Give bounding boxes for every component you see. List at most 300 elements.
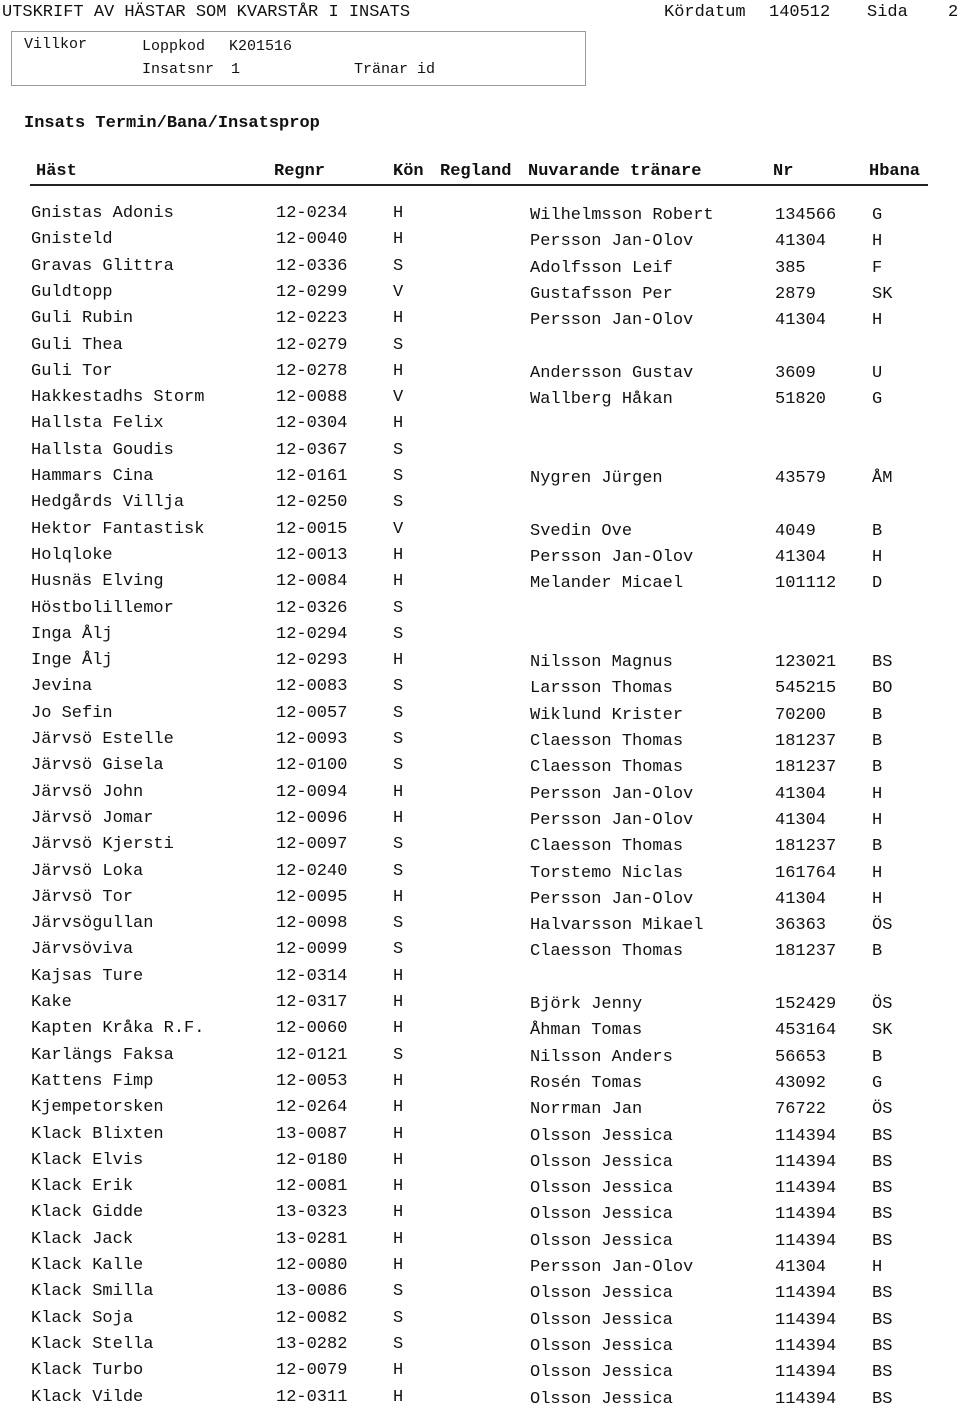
table-row [0, 757, 960, 783]
trainer-number: 36363 [775, 916, 827, 935]
gender: S [393, 1309, 404, 1328]
home-track: F [872, 259, 883, 278]
reg-number: 12-0053 [276, 1072, 348, 1091]
gender: S [393, 336, 404, 355]
gender: S [393, 914, 404, 933]
trainer-number: 41304 [775, 311, 827, 330]
reg-number: 12-0250 [276, 493, 348, 512]
col-regland: Regland [440, 162, 512, 181]
table-row [0, 863, 960, 889]
gender: S [393, 730, 404, 749]
home-track: BS [872, 1127, 893, 1146]
home-track: ÅM [872, 469, 893, 488]
home-track: H [872, 311, 883, 330]
trainer-name: Claesson Thomas [530, 837, 684, 856]
table-row [0, 1152, 960, 1178]
home-track: H [872, 1258, 883, 1277]
table-row [0, 1336, 960, 1362]
gender: H [393, 809, 404, 828]
horse-name: Inga Ålj [31, 625, 113, 644]
gender: S [393, 756, 404, 775]
trainer-number: 181237 [775, 837, 837, 856]
gender: V [393, 283, 404, 302]
home-track: H [872, 811, 883, 830]
home-track: ÖS [872, 916, 893, 935]
table-row [0, 968, 960, 994]
horse-name: Hektor Fantastisk [31, 520, 205, 539]
trainer-name: Persson Jan-Olov [530, 785, 694, 804]
trainer-name: Olsson Jessica [530, 1363, 673, 1382]
horse-name: Höstbolillemor [31, 599, 174, 618]
table-row [0, 1257, 960, 1283]
table-row [0, 494, 960, 520]
horse-name: Jevina [31, 677, 93, 696]
col-tranare: Nuvarande tränare [528, 162, 702, 181]
gender: H [393, 309, 404, 328]
trainer-number: 114394 [775, 1337, 837, 1356]
table-row [0, 1073, 960, 1099]
table-row [0, 1283, 960, 1309]
horse-name: Järvsöviva [31, 940, 134, 959]
loppkod-label: Loppkod [142, 38, 206, 55]
horse-name: Hakkestadhs Storm [31, 388, 205, 407]
gender: H [393, 1256, 404, 1275]
trainer-number: 385 [775, 259, 806, 278]
trainer-number: 41304 [775, 1258, 827, 1277]
reg-number: 12-0013 [276, 546, 348, 565]
reg-number: 12-0317 [276, 993, 348, 1012]
trainer-number: 3609 [775, 364, 816, 383]
table-row [0, 1231, 960, 1257]
trainer-name: Rosén Tomas [530, 1074, 643, 1093]
horse-name: Järvsögullan [31, 914, 154, 933]
trainer-number: 56653 [775, 1048, 827, 1067]
gender: V [393, 520, 404, 539]
gender: S [393, 493, 404, 512]
trainer-name: Claesson Thomas [530, 942, 684, 961]
page-number: 2 [948, 3, 959, 22]
trainer-number: 41304 [775, 890, 827, 909]
table-row [0, 468, 960, 494]
reg-number: 13-0323 [276, 1203, 348, 1222]
trainer-number: 152429 [775, 995, 837, 1014]
horse-name: Gravas Glittra [31, 257, 174, 276]
reg-number: 12-0080 [276, 1256, 348, 1275]
trainer-name: Olsson Jessica [530, 1205, 673, 1224]
gender: H [393, 651, 404, 670]
horse-name: Klack Kalle [31, 1256, 144, 1275]
reg-number: 12-0097 [276, 835, 348, 854]
gender: H [393, 546, 404, 565]
table-row [0, 258, 960, 284]
reg-number: 13-0087 [276, 1125, 348, 1144]
reg-number: 12-0314 [276, 967, 348, 986]
trainer-name: Persson Jan-Olov [530, 232, 694, 251]
home-track: SK [872, 1021, 893, 1040]
home-track: B [872, 837, 883, 856]
reg-number: 12-0015 [276, 520, 348, 539]
table-row [0, 836, 960, 862]
trainer-name: Wallberg Håkan [530, 390, 673, 409]
tranar-id-label: Tränar id [354, 61, 436, 78]
gender: H [393, 1361, 404, 1380]
trainer-number: 2879 [775, 285, 816, 304]
table-row [0, 994, 960, 1020]
gender: H [393, 1019, 404, 1038]
horse-name: Hallsta Goudis [31, 441, 174, 460]
home-track: H [872, 785, 883, 804]
trainer-number: 114394 [775, 1363, 837, 1382]
trainer-number: 181237 [775, 732, 837, 751]
horse-name: Klack Smilla [31, 1282, 154, 1301]
home-track: BS [872, 653, 893, 672]
gender: H [393, 967, 404, 986]
home-track: G [872, 1074, 883, 1093]
trainer-number: 181237 [775, 758, 837, 777]
home-track: ÖS [872, 995, 893, 1014]
gender: S [393, 441, 404, 460]
horse-name: Guli Thea [31, 336, 123, 355]
trainer-number: 134566 [775, 206, 837, 225]
gender: H [393, 1098, 404, 1117]
horse-name: Järvsö Tor [31, 888, 134, 907]
reg-number: 12-0161 [276, 467, 348, 486]
home-track: B [872, 758, 883, 777]
trainer-name: Svedin Ove [530, 522, 633, 541]
report-title: UTSKRIFT AV HÄSTAR SOM KVARSTÅR I INSATS [2, 3, 411, 22]
horse-name: Järvsö Loka [31, 862, 144, 881]
trainer-number: 41304 [775, 811, 827, 830]
reg-number: 13-0281 [276, 1230, 348, 1249]
table-row [0, 1362, 960, 1388]
gender: H [393, 230, 404, 249]
trainer-number: 114394 [775, 1284, 837, 1303]
horse-name: Klack Stella [31, 1335, 154, 1354]
horse-name: Klack Erik [31, 1177, 134, 1196]
table-row [0, 1389, 960, 1415]
reg-number: 12-0299 [276, 283, 348, 302]
home-track: BS [872, 1284, 893, 1303]
reg-number: 12-0294 [276, 625, 348, 644]
horse-name: Järvsö Kjersti [31, 835, 174, 854]
trainer-name: Adolfsson Leif [530, 259, 673, 278]
reg-number: 12-0326 [276, 599, 348, 618]
reg-number: 12-0279 [276, 336, 348, 355]
horse-name: Holqloke [31, 546, 113, 565]
trainer-name: Olsson Jessica [530, 1337, 673, 1356]
trainer-name: Melander Micael [530, 574, 684, 593]
gender: S [393, 940, 404, 959]
table-row [0, 784, 960, 810]
reg-number: 12-0082 [276, 1309, 348, 1328]
trainer-name: Wiklund Krister [530, 706, 684, 725]
gender: H [393, 1203, 404, 1222]
home-track: B [872, 732, 883, 751]
trainer-number: 453164 [775, 1021, 837, 1040]
horse-name: Klack Gidde [31, 1203, 144, 1222]
home-track: H [872, 548, 883, 567]
table-row [0, 1099, 960, 1125]
trainer-number: 114394 [775, 1390, 837, 1409]
run-date-value: 140512 [769, 3, 831, 22]
gender: S [393, 704, 404, 723]
horse-name: Jo Sefin [31, 704, 113, 723]
table-row [0, 1178, 960, 1204]
horse-name: Hammars Cina [31, 467, 154, 486]
table-row [0, 1020, 960, 1046]
reg-number: 12-0336 [276, 257, 348, 276]
reg-number: 12-0079 [276, 1361, 348, 1380]
horse-name: Järvsö Estelle [31, 730, 174, 749]
table-row [0, 389, 960, 415]
gender: H [393, 1072, 404, 1091]
col-hast: Häst [36, 162, 77, 181]
trainer-name: Torstemo Niclas [530, 864, 684, 883]
home-track: BS [872, 1390, 893, 1409]
gender: H [393, 888, 404, 907]
home-track: U [872, 364, 883, 383]
trainer-name: Claesson Thomas [530, 758, 684, 777]
trainer-number: 114394 [775, 1205, 837, 1224]
home-track: B [872, 942, 883, 961]
trainer-number: 181237 [775, 942, 837, 961]
gender: H [393, 414, 404, 433]
trainer-name: Persson Jan-Olov [530, 890, 694, 909]
table-row [0, 652, 960, 678]
table-row [0, 731, 960, 757]
home-track: H [872, 864, 883, 883]
table-row [0, 547, 960, 573]
gender: H [393, 783, 404, 802]
home-track: BS [872, 1232, 893, 1251]
trainer-number: 70200 [775, 706, 827, 725]
reg-number: 12-0040 [276, 230, 348, 249]
reg-number: 12-0121 [276, 1046, 348, 1065]
reg-number: 12-0083 [276, 677, 348, 696]
run-date-label: Kördatum [664, 3, 746, 22]
table-row [0, 705, 960, 731]
trainer-number: 545215 [775, 679, 837, 698]
trainer-name: Olsson Jessica [530, 1153, 673, 1172]
reg-number: 12-0223 [276, 309, 348, 328]
horse-name: Kake [31, 993, 72, 1012]
home-track: G [872, 206, 883, 225]
horse-name: Klack Jack [31, 1230, 134, 1249]
horse-name: Gnisteld [31, 230, 113, 249]
home-track: BO [872, 679, 893, 698]
gender: H [393, 572, 404, 591]
trainer-name: Nilsson Magnus [530, 653, 673, 672]
insatsnr-label: Insatsnr [142, 61, 215, 78]
trainer-name: Persson Jan-Olov [530, 311, 694, 330]
trainer-name: Andersson Gustav [530, 364, 694, 383]
trainer-name: Nygren Jürgen [530, 469, 663, 488]
home-track: SK [872, 285, 893, 304]
table-row [0, 231, 960, 257]
horse-name: Klack Elvis [31, 1151, 144, 1170]
reg-number: 12-0264 [276, 1098, 348, 1117]
trainer-name: Olsson Jessica [530, 1232, 673, 1251]
home-track: BS [872, 1363, 893, 1382]
home-track: BS [872, 1179, 893, 1198]
table-row [0, 600, 960, 626]
table-row [0, 363, 960, 389]
reg-number: 12-0081 [276, 1177, 348, 1196]
reg-number: 12-0240 [276, 862, 348, 881]
table-row [0, 1310, 960, 1336]
col-hbana: Hbana [869, 162, 921, 181]
trainer-number: 41304 [775, 785, 827, 804]
table-row [0, 310, 960, 336]
trainer-name: Norrman Jan [530, 1100, 643, 1119]
home-track: BS [872, 1311, 893, 1330]
trainer-name: Olsson Jessica [530, 1311, 673, 1330]
gender: S [393, 677, 404, 696]
trainer-number: 41304 [775, 232, 827, 251]
table-row [0, 810, 960, 836]
reg-number: 12-0094 [276, 783, 348, 802]
trainer-number: 101112 [775, 574, 837, 593]
home-track: B [872, 706, 883, 725]
gender: S [393, 257, 404, 276]
horse-name: Husnäs Elving [31, 572, 164, 591]
trainer-number: 114394 [775, 1153, 837, 1172]
trainer-name: Persson Jan-Olov [530, 548, 694, 567]
reg-number: 12-0311 [276, 1388, 348, 1407]
gender: H [393, 204, 404, 223]
conditions-box [11, 31, 586, 86]
horse-name: Gnistas Adonis [31, 204, 174, 223]
trainer-name: Gustafsson Per [530, 285, 673, 304]
section-title: Insats Termin/Bana/Insatsprop [24, 114, 320, 133]
col-regnr: Regnr [274, 162, 326, 181]
horse-name: Kjempetorsken [31, 1098, 164, 1117]
gender: H [393, 362, 404, 381]
horse-name: Hedgårds Villja [31, 493, 185, 512]
horse-name: Hallsta Felix [31, 414, 164, 433]
gender: S [393, 467, 404, 486]
gender: S [393, 625, 404, 644]
reg-number: 12-0100 [276, 756, 348, 775]
col-kon: Kön [393, 162, 424, 181]
reg-number: 12-0293 [276, 651, 348, 670]
gender: S [393, 1282, 404, 1301]
horse-name: Kapten Kråka R.F. [31, 1019, 205, 1038]
table-row [0, 573, 960, 599]
trainer-name: Wilhelmsson Robert [530, 206, 714, 225]
horse-name: Klack Soja [31, 1309, 134, 1328]
home-track: D [872, 574, 883, 593]
gender: S [393, 1335, 404, 1354]
home-track: B [872, 522, 883, 541]
trainer-number: 43579 [775, 469, 827, 488]
trainer-number: 123021 [775, 653, 837, 672]
reg-number: 12-0093 [276, 730, 348, 749]
reg-number: 12-0057 [276, 704, 348, 723]
table-row [0, 205, 960, 231]
horse-name: Klack Vilde [31, 1388, 144, 1407]
trainer-number: 76722 [775, 1100, 827, 1119]
horse-name: Kattens Fimp [31, 1072, 154, 1091]
gender: H [393, 1177, 404, 1196]
reg-number: 12-0278 [276, 362, 348, 381]
horse-name: Inge Ålj [31, 651, 113, 670]
reg-number: 12-0088 [276, 388, 348, 407]
trainer-name: Olsson Jessica [530, 1390, 673, 1409]
trainer-name: Olsson Jessica [530, 1179, 673, 1198]
header-rule [30, 184, 928, 186]
gender: H [393, 1125, 404, 1144]
horse-name: Klack Blixten [31, 1125, 164, 1144]
trainer-name: Halvarsson Mikael [530, 916, 704, 935]
gender: H [393, 1230, 404, 1249]
conditions-label: Villkor [24, 36, 88, 53]
trainer-name: Nilsson Anders [530, 1048, 673, 1067]
reg-number: 12-0098 [276, 914, 348, 933]
horse-name: Järvsö Jomar [31, 809, 154, 828]
trainer-number: 114394 [775, 1232, 837, 1251]
trainer-name: Claesson Thomas [530, 732, 684, 751]
gender: H [393, 993, 404, 1012]
table-row [0, 678, 960, 704]
table-row [0, 626, 960, 652]
home-track: H [872, 232, 883, 251]
table-row [0, 415, 960, 441]
insatsnr-value: 1 [231, 61, 241, 78]
home-track: ÖS [872, 1100, 893, 1119]
trainer-number: 114394 [775, 1127, 837, 1146]
trainer-name: Larsson Thomas [530, 679, 673, 698]
trainer-name: Persson Jan-Olov [530, 1258, 694, 1277]
trainer-number: 41304 [775, 548, 827, 567]
gender: S [393, 862, 404, 881]
col-nr: Nr [773, 162, 794, 181]
table-row [0, 941, 960, 967]
trainer-name: Björk Jenny [530, 995, 643, 1014]
trainer-number: 114394 [775, 1179, 837, 1198]
trainer-number: 43092 [775, 1074, 827, 1093]
horse-name: Karlängs Faksa [31, 1046, 174, 1065]
table-row [0, 337, 960, 363]
reg-number: 12-0084 [276, 572, 348, 591]
reg-number: 12-0234 [276, 204, 348, 223]
home-track: BS [872, 1153, 893, 1172]
reg-number: 12-0096 [276, 809, 348, 828]
table-row [0, 521, 960, 547]
horse-name: Järvsö Gisela [31, 756, 164, 775]
page-label: Sida [867, 3, 908, 22]
table-row [0, 915, 960, 941]
table-row [0, 442, 960, 468]
horse-name: Kajsas Ture [31, 967, 144, 986]
home-track: B [872, 1048, 883, 1067]
gender: V [393, 388, 404, 407]
table-row [0, 284, 960, 310]
trainer-name: Olsson Jessica [530, 1284, 673, 1303]
trainer-name: Olsson Jessica [530, 1127, 673, 1146]
reg-number: 12-0180 [276, 1151, 348, 1170]
gender: H [393, 1388, 404, 1407]
table-row [0, 1204, 960, 1230]
reg-number: 12-0367 [276, 441, 348, 460]
gender: H [393, 1151, 404, 1170]
horse-name: Järvsö John [31, 783, 144, 802]
trainer-number: 161764 [775, 864, 837, 883]
trainer-name: Åhman Tomas [530, 1021, 643, 1040]
reg-number: 12-0095 [276, 888, 348, 907]
table-row [0, 889, 960, 915]
gender: S [393, 1046, 404, 1065]
